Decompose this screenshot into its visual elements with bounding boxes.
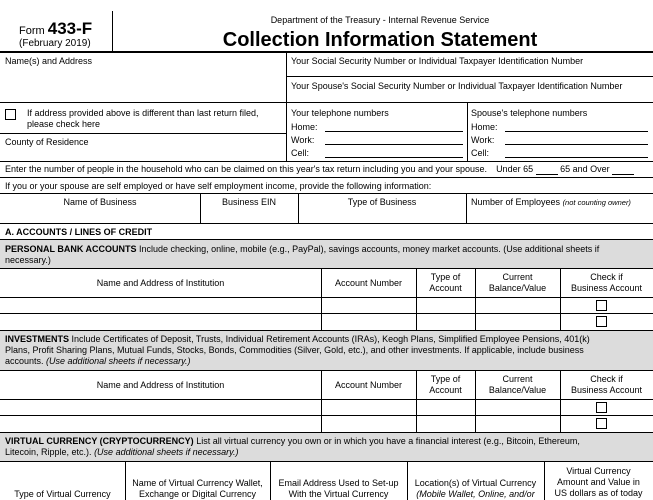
virtual-col-location: Location(s) of Virtual Currency (Mobile Wallet, Online, and/or — [414, 478, 537, 499]
spouse-work-label: Work: — [471, 135, 495, 145]
under-65-label: Under 65 — [496, 164, 534, 174]
spouse-home-field[interactable] — [505, 131, 648, 132]
inv-row-2-business-checkbox[interactable] — [596, 418, 607, 429]
form-id-box — [6, 12, 112, 50]
virtual-col-email: Email Address Used to Set-up With the Virtual Currency — [278, 478, 399, 499]
ssn-label: Your Social Security Number or Individual Taxpayer Identification Number — [291, 56, 584, 66]
bank-row-1-business-checkbox[interactable] — [596, 300, 607, 311]
over-65-label: 65 and Over — [560, 164, 610, 174]
county-label: County of Residence — [5, 137, 89, 147]
address-changed-label-1: If address provided above is different than last return filed, — [27, 108, 259, 118]
business-name-header: Name of Business — [63, 196, 137, 207]
your-home-field[interactable] — [325, 131, 463, 132]
bank-heading-line1 — [5, 244, 599, 255]
your-work-field[interactable] — [325, 144, 463, 145]
self-employed-text: If you or your spouse are self employed or have self employment income, provide the following information: — [5, 181, 432, 191]
bank-col-account: Account Number — [334, 277, 403, 288]
bank-heading-text: Include checking, online, mobile (e.g., PayPal), savings accounts, money market accounts. (Use additional sheets if — [139, 244, 600, 254]
inv-col-institution: Name and Address of Institution — [96, 379, 225, 390]
over-65-field[interactable] — [612, 165, 634, 175]
bank-col-type: Type of Account — [429, 272, 462, 293]
virtual-col-wallet: Name of Virtual Currency Wallet, Exchange or Digital Currency — [132, 478, 263, 499]
bank-col-institution: Name and Address of Institution — [96, 277, 225, 288]
spouse-home-label: Home: — [471, 122, 498, 132]
form-number: 433-F — [47, 19, 93, 38]
agency-name: Department of the Treasury - Internal Revenue Service — [270, 15, 490, 25]
virtual-col-type: Type of Virtual Currency — [14, 489, 111, 499]
employees-note: (not counting owner) — [562, 198, 631, 207]
your-cell-label: Cell: — [291, 148, 310, 158]
bank-heading-bold: PERSONAL BANK ACCOUNTS — [5, 244, 137, 254]
inv-col-check: Check if Business Account — [570, 374, 643, 395]
spouse-cell-field[interactable] — [505, 157, 648, 158]
bank-heading-line2: necessary.) — [5, 255, 51, 265]
investments-line1 — [5, 334, 590, 345]
household-row — [5, 164, 634, 175]
your-work-label: Work: — [291, 135, 315, 145]
household-text: Enter the number of people in the household who can be claimed on this year's tax return including you and your spouse. — [5, 164, 488, 174]
address-changed-label-2: please check here — [27, 119, 101, 129]
business-ein-header: Business EIN — [221, 196, 277, 207]
inv-row-1-business-checkbox[interactable] — [596, 402, 607, 413]
spouse-work-field[interactable] — [505, 144, 648, 145]
form-word: Form — [19, 25, 45, 37]
bank-col-balance: Current Balance/Value — [488, 272, 547, 293]
names-address-label: Name(s) and Address — [5, 56, 93, 66]
inv-col-type: Type of Account — [429, 374, 462, 395]
virtual-col-amount: Virtual Currency Amount and Value in US dollars as of today — [554, 466, 643, 498]
employees-header — [471, 197, 631, 208]
under-65-field[interactable] — [536, 165, 558, 175]
investments-text-1: Include Certificates of Deposit, Trusts, Individual Retirement Accounts (IRAs), Keogh Plans, Simplified Employee Pensions, 401(k) — [71, 334, 590, 344]
your-home-label: Home: — [291, 122, 318, 132]
investments-line2: Plans, Profit Sharing Plans, Mutual Funds, Stocks, Bonds, Commodities (Silver, Gold, etc.), and other investments. If applicable, include business — [5, 345, 584, 355]
bank-row-2-business-checkbox[interactable] — [596, 316, 607, 327]
your-cell-field[interactable] — [325, 157, 463, 158]
investments-heading-bold: INVESTMENTS — [5, 334, 70, 344]
employees-label: Number of Employees — [471, 197, 561, 207]
inv-col-balance: Current Balance/Value — [488, 374, 547, 395]
inv-col-account: Account Number — [334, 379, 403, 390]
spouse-ssn-label: Your Spouse's Social Security Number or Individual Taxpayer Identification Number — [291, 81, 623, 91]
virtual-line2: Litecoin, Ripple, etc.). (Use additional sheets if necessary.) — [5, 447, 239, 457]
form-date: (February 2019) — [19, 38, 91, 49]
section-a-heading: A. ACCOUNTS / LINES OF CREDIT — [5, 227, 153, 237]
bank-col-check: Check if Business Account — [570, 272, 643, 293]
virtual-heading-bold: VIRTUAL CURRENCY (CRYPTOCURRENCY) — [5, 436, 194, 446]
spouse-cell-label: Cell: — [471, 148, 490, 158]
form-title: Collection Information Statement — [222, 29, 538, 51]
spouse-phone-label: Spouse's telephone numbers — [471, 108, 588, 118]
your-phone-label: Your telephone numbers — [291, 108, 389, 118]
virtual-text-1: List all virtual currency you own or in which you have a financial interest (e.g., Bitcoin, Ethereum, — [196, 436, 580, 446]
business-type-header: Type of Business — [347, 196, 417, 207]
investments-line3: accounts. (Use additional sheets if necessary.) — [5, 356, 191, 366]
address-changed-checkbox[interactable] — [5, 109, 16, 120]
virtual-line1 — [5, 436, 580, 447]
